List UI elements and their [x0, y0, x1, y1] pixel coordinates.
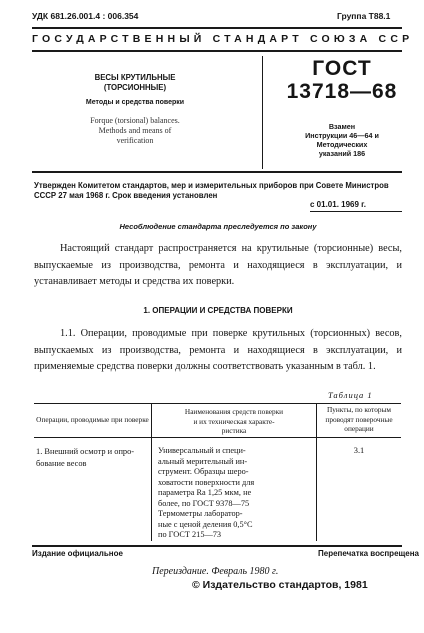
title-line-1: ВЕСЫ КРУТИЛЬНЫЕ: [94, 73, 176, 82]
effective-date: с 01.01. 1969 г.: [310, 200, 366, 209]
table-header-border: [34, 437, 401, 438]
footer-rule: [32, 545, 402, 547]
title-block: [60, 73, 210, 146]
header-clauses-line-3: операции: [344, 424, 374, 434]
header-clauses: [317, 405, 401, 434]
top-rule-thick: [32, 27, 402, 29]
row-1-means-line-5: параметра Ra 1,25 мкм, не: [158, 488, 252, 497]
gost-label: ГОСТ: [312, 57, 372, 80]
row-1-clause: 3.1: [353, 446, 365, 455]
legal-notice: Несоблюдение стандарта преследуется по закону: [119, 222, 317, 231]
gost-number: 13718—68: [286, 80, 398, 103]
title-divider: [262, 56, 263, 169]
title-russian: [60, 73, 210, 93]
replaces-note: [282, 122, 402, 158]
row-1-means-line-2: альный мерительный ин-: [158, 456, 248, 466]
table-caption: Таблица 1: [328, 390, 373, 400]
header-means: [152, 407, 316, 436]
approval-text: Утвержден Комитетом стандартов, мер и измерительных приборов при Совете Министров СССР 27 мая 1968 г. Срок введения установлен: [34, 181, 389, 200]
clause-1-1: 1.1. Операции, проводимые при поверке крутильных (торсионных) весов, выпускаемых из производства, ремонта и находящиеся в эксплуатации, и применяемые средства поверки должны соответствовать указанным в табл. 1.: [34, 328, 402, 372]
row-1-operation-line-1: 1. Внешний осмотр и опро-: [36, 447, 135, 456]
row-1-means-line-6: более, по ГОСТ 9378—75: [158, 498, 250, 508]
header-clauses-line-2: проводят поверочные: [325, 414, 393, 424]
row-1-means-line-8: ные с ценой деления 0,5°С: [158, 519, 253, 529]
title-line-2: (ТОРСИОННЫЕ): [103, 83, 167, 92]
row-1-means-line-9: по ГОСТ 215—73: [158, 530, 222, 539]
gost-block: [282, 58, 402, 158]
reissue-note: Переиздание. Февраль 1980 г.: [152, 566, 279, 577]
standard-banner: ГОСУДАРСТВЕННЫЙ СТАНДАРТ СОЮЗА ССР: [32, 33, 414, 45]
row-1-operation-line-2: бование весов: [36, 459, 87, 468]
replaces-line-4: указаний 186: [318, 149, 366, 158]
title-en-line-1: Forque (torsional) balances.: [90, 116, 180, 125]
date-underline: [310, 211, 402, 212]
reprint-forbidden: Перепечатка воспрещена: [318, 549, 419, 558]
header-clauses-line-1: Пункты, по которым: [326, 405, 392, 414]
title-english: [60, 116, 210, 146]
section-heading: 1. ОПЕРАЦИИ И СРЕДСТВА ПОВЕРКИ: [143, 306, 293, 315]
header-means-line-1: Наименования средств поверки: [184, 407, 284, 416]
row-1-means-line-7: Термометры лаборатор-: [158, 509, 243, 518]
group-code: Группа Т88.1: [337, 11, 391, 21]
replaces-line-1: Взамен: [328, 122, 356, 131]
intro-paragraph: Настоящий стандарт распространяется на крутильные (торсионные) весы, выпускаемые из производства, ремонта и находящиеся в эксплуатации, и устанавливает методы и средства их поверки.: [34, 243, 402, 287]
title-en-line-3: verification: [116, 136, 154, 145]
title-subtitle: Методы и средства поверки: [85, 99, 185, 106]
official-edition: Издание официальное: [32, 549, 123, 558]
row-1-operation: [36, 446, 149, 470]
banner-rule: [32, 50, 402, 52]
row-1-means-line-4: ховатости поверхности для: [158, 477, 255, 487]
row-1-means: [158, 446, 314, 541]
publisher-copyright: © Издательство стандартов, 1981: [192, 579, 368, 591]
title-en-line-2: Methods and means of: [98, 126, 172, 135]
header-means-line-3: ристика: [221, 426, 247, 436]
replaces-line-3: Методических: [316, 140, 368, 149]
title-bottom-rule: [32, 171, 402, 173]
replaces-line-2: Инструкции 46—64 и: [305, 131, 379, 140]
header-means-line-2: и их техническая характе-: [193, 416, 275, 426]
row-1-means-line-1: Универсальный и специ-: [158, 446, 246, 455]
udc-code: УДК 681.26.001.4 : 006.354: [32, 11, 139, 21]
table-top-border: [34, 403, 401, 404]
header-operations: Операции, проводимые при поверке: [36, 415, 149, 424]
row-1-means-line-3: струмент. Образцы шеро-: [158, 467, 249, 476]
table-1: [34, 403, 401, 541]
